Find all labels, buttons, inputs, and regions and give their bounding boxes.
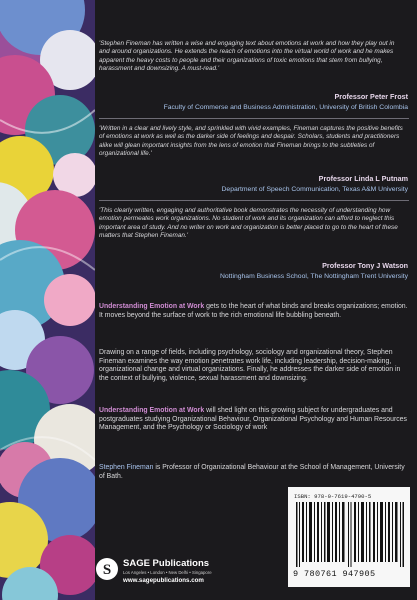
separator-line bbox=[99, 118, 409, 119]
author-name: Stephen Fineman bbox=[99, 464, 154, 471]
isbn-label: ISBN: 978-0-7619-4790-5 bbox=[294, 493, 372, 500]
sage-logo-icon bbox=[96, 558, 118, 580]
endorser-name-3: Professor Tony J Watson bbox=[322, 261, 408, 270]
endorser-affiliation-1: Faculty of Commerse and Business Administration, University of British Colombia bbox=[163, 104, 408, 111]
publisher-name: SAGE Publications bbox=[123, 558, 210, 569]
book-title-highlight: Understanding Emotion at Work bbox=[99, 407, 205, 414]
endorsement-quote-1: 'Stephen Fineman has written a wise and engaging text about emotions at work and how they play out in and around organizations. He extends the reach of emotions into the virtual world of work and he makes apparent the heavy costs to people and their organizations of toxic emotions that stem from bullying, harassment and downsizing. A must-read.' bbox=[99, 40, 395, 73]
description-paragraph-3: Understanding Emotion at Work will shed light on this growing subject for undergraduates and postgraduates studying Organizational Behaviour, Organizational Psychology and Human Resources Management, and the Psychology or Sociology of work bbox=[99, 407, 407, 432]
endorser-affiliation-2: Department of Speech Communication, Texas A&M University bbox=[221, 186, 408, 193]
publisher-cities: Los Angeles • London • New Delhi • Singapore bbox=[123, 570, 212, 575]
barcode-icon bbox=[296, 502, 404, 567]
endorsement-quote-2: 'Written in a clear and lively style, and sprinkled with vivid examples, Fineman captures the positive benefits of emotions at work as well as the darker side of feelings and despair. Scholars, students and practitioners alike will glean important insights from the lens of emotion that Fineman brings to the subtleties of organizational life.' bbox=[99, 125, 403, 158]
endorsement-quote-3: 'This clearly written, engaging and authoritative book demonstrates the necessity of understanding how emotion permeates work organizations. No student of work and its organization can afford to neglect this important area of study. And no writer on work and organization is better placed to go to the heart of these matters that Stephen Fineman.' bbox=[99, 207, 398, 240]
endorser-affiliation-3: Nottingham Business School, The Nottingham Trent University bbox=[219, 273, 408, 280]
separator-line bbox=[99, 200, 409, 201]
barcode-number: 9 780761 947905 bbox=[293, 569, 376, 579]
author-bio: Stephen Fineman is Professor of Organizational Behaviour at the School of Management, University of Bath. bbox=[99, 464, 405, 480]
isbn-barcode bbox=[288, 487, 410, 587]
description-paragraph-2: Drawing on a range of fields, including psychology, sociology and organizational theory, Stephen Fineman examines the way emotion penetrates work life, including leadership, decision-making, organizational change and virtual organizations. Finally, he addresses the darker side of emotion in the context of bullying, violence, sexual harassment and downsizing. bbox=[99, 349, 401, 382]
endorser-name-1: Professor Peter Frost bbox=[334, 92, 408, 101]
svg-text:S: S bbox=[102, 562, 112, 578]
description-paragraph-1: Understanding Emotion at Work gets to the heart of what binds and breaks organizations; emotion. It moves beyond the surface of work to the rich emotional life bubbling beneath. bbox=[99, 303, 408, 319]
endorser-name-2: Professor Linda L Putnam bbox=[318, 174, 408, 183]
abstract-art-panel bbox=[0, 0, 95, 600]
book-title-highlight: Understanding Emotion at Work bbox=[99, 303, 205, 310]
publisher-url: www.sagepublications.com bbox=[123, 577, 204, 584]
